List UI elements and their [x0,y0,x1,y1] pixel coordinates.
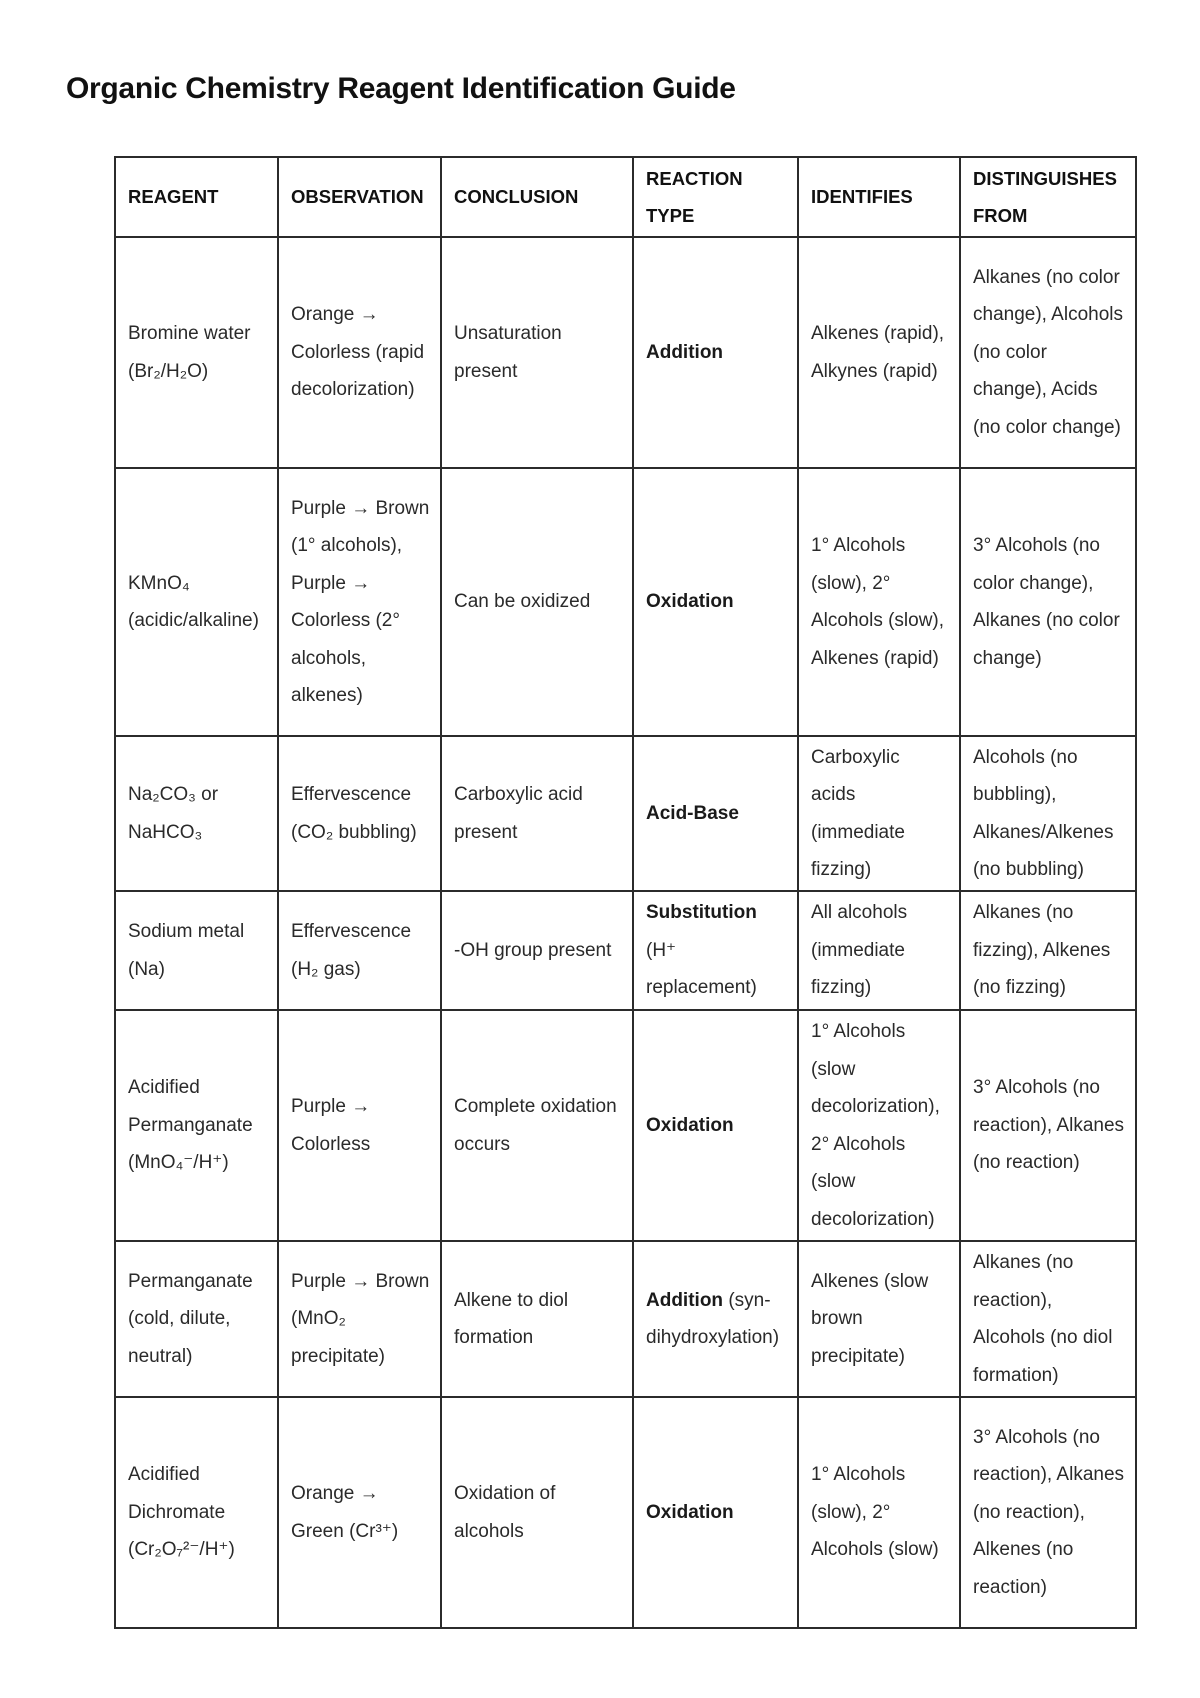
observation-cell: Effervescence (CO₂ bubbling) [278,736,441,891]
reaction-type-note: (H⁺ replacement) [646,939,757,999]
identifies-cell: All alcohols (immediate fizzing) [798,891,960,1010]
identifies-cell: 1° Alcohols (slow decolorization), 2° Alcohols (slow decolorization) [798,1010,960,1241]
header-reagent: REAGENT [115,157,278,237]
distinguishes-cell: Alkanes (no fizzing), Alkenes (no fizzing) [960,891,1136,1010]
reaction-type-cell [633,736,798,891]
header-reaction-type: REACTION TYPE [633,157,798,237]
table-row [115,468,1136,736]
header-conclusion: CONCLUSION [441,157,633,237]
conclusion-cell: Can be oxidized [441,468,633,736]
distinguishes-cell: Alkanes (no color change), Alcohols (no color change), Acids (no color change) [960,237,1136,468]
page-title: Organic Chemistry Reagent Identification Guide [66,72,736,105]
conclusion-cell: Carboxylic acid present [441,736,633,891]
identifies-cell: Carboxylic acids (immediate fizzing) [798,736,960,891]
reaction-type-note: (syn-dihydroxylation) [646,1289,780,1348]
reagent-cell: Na₂CO₃ or NaHCO₃ [115,736,278,891]
header-row [115,157,1136,237]
reagent-cell: Permanganate (cold, dilute, neutral) [115,1241,278,1397]
observation-cell: Orange → Colorless (rapid decolorization) [278,237,441,468]
reaction-type-cell [633,1397,798,1628]
distinguishes-cell: 3° Alcohols (no color change), Alkanes (no color change) [960,468,1136,736]
table-row [115,1397,1136,1628]
distinguishes-cell: Alkanes (no reaction), Alcohols (no diol formation) [960,1241,1136,1397]
reaction-type-cell [633,1010,798,1241]
observation-cell: Orange → Green (Cr³⁺) [278,1397,441,1628]
distinguishes-cell: 3° Alcohols (no reaction), Alkanes (no reaction) [960,1010,1136,1241]
reaction-type-label: Oxidation [646,591,734,613]
reaction-type-label: Addition [646,1289,724,1311]
conclusion-cell: Unsaturation present [441,237,633,468]
reaction-type-label: Substitution [646,902,757,924]
header-distinguishes-from: DISTINGUISHES FROM [960,157,1136,237]
reagent-cell: Sodium metal (Na) [115,891,278,1010]
reaction-type-label: Oxidation [646,1114,734,1136]
identifies-cell: 1° Alcohols (slow), 2° Alcohols (slow) [798,1397,960,1628]
reaction-type-cell [633,468,798,736]
distinguishes-cell: 3° Alcohols (no reaction), Alkanes (no reaction), Alkenes (no reaction) [960,1397,1136,1628]
reaction-type-label: Acid-Base [646,802,739,824]
reaction-type-label: Addition [646,341,724,363]
table-row [115,891,1136,1010]
reaction-type-cell [633,891,798,1010]
table-row [115,237,1136,468]
observation-cell: Purple → Colorless [278,1010,441,1241]
table-row [115,736,1136,891]
conclusion-cell: -OH group present [441,891,633,1010]
observation-cell: Effervescence (H₂ gas) [278,891,441,1010]
reagent-table [114,156,1137,1629]
reagent-cell: Bromine water (Br₂/H₂O) [115,237,278,468]
observation-cell: Purple → Brown (MnO₂ precipitate) [278,1241,441,1397]
reaction-type-label: Oxidation [646,1501,734,1523]
reagent-cell: KMnO₄ (acidic/alkaline) [115,468,278,736]
header-identifies: IDENTIFIES [798,157,960,237]
distinguishes-cell: Alcohols (no bubbling), Alkanes/Alkenes (no bubbling) [960,736,1136,891]
table-row [115,1010,1136,1241]
reaction-type-cell [633,1241,798,1397]
observation-cell: Purple → Brown (1° alcohols), Purple → Colorless (2° alcohols, alkenes) [278,468,441,736]
reagent-cell: Acidified Permanganate (MnO₄⁻/H⁺) [115,1010,278,1241]
header-observation: OBSERVATION [278,157,441,237]
identifies-cell: 1° Alcohols (slow), 2° Alcohols (slow), Alkenes (rapid) [798,468,960,736]
reaction-type-cell [633,237,798,468]
table-row [115,1241,1136,1397]
identifies-cell: Alkenes (rapid), Alkynes (rapid) [798,237,960,468]
conclusion-cell: Oxidation of alcohols [441,1397,633,1628]
reagent-cell: Acidified Dichromate (Cr₂O₇²⁻/H⁺) [115,1397,278,1628]
identifies-cell: Alkenes (slow brown precipitate) [798,1241,960,1397]
conclusion-cell: Complete oxidation occurs [441,1010,633,1241]
conclusion-cell: Alkene to diol formation [441,1241,633,1397]
